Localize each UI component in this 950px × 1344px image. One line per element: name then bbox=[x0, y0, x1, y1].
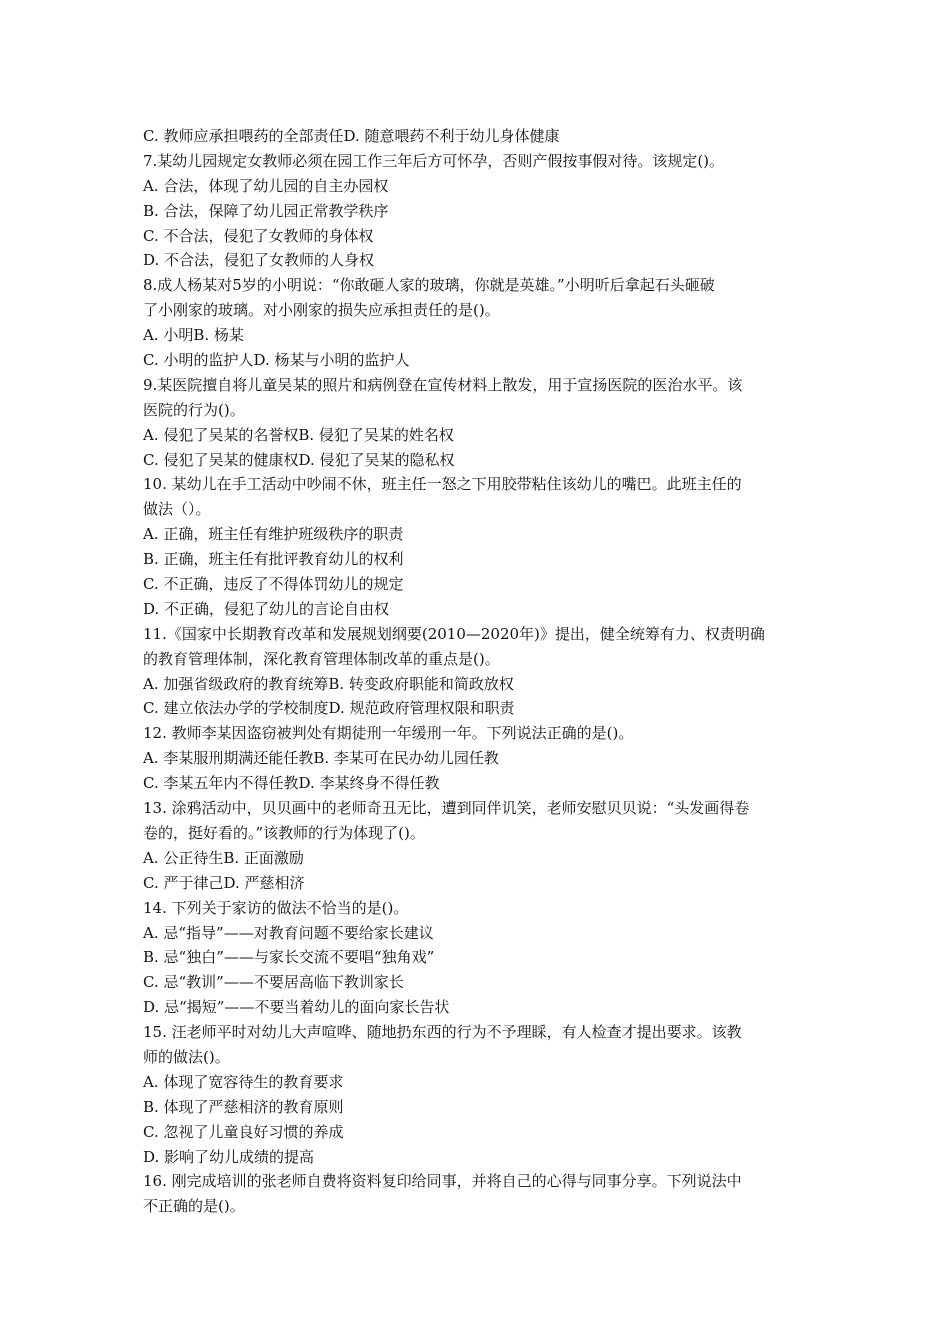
answer-option: C. 小明的监护人D. 杨某与小明的监护人 bbox=[143, 351, 410, 370]
question-stem: 不正确的是()。 bbox=[143, 1197, 245, 1216]
question-stem: 9.某医院擅自将儿童吴某的照片和病例登在宣传材料上散发，用于宣扬医院的医治水平。该 bbox=[143, 375, 743, 394]
answer-option: C. 建立依法办学的学校制度D. 规范政府管理权限和职责 bbox=[143, 699, 515, 718]
question-stem: 的教育管理体制，深化教育管理体制改革的重点是()。 bbox=[143, 649, 500, 668]
question-stem: 14. 下列关于家访的做法不恰当的是()。 bbox=[143, 898, 409, 917]
answer-option: C. 不正确，违反了不得体罚幼儿的规定 bbox=[143, 575, 404, 594]
answer-option: B. 体现了严慈相济的教育原则 bbox=[143, 1097, 344, 1116]
text-line: C. 教师应承担喂药的全部责任D. 随意喂药不利于幼儿身体健康 bbox=[143, 127, 560, 145]
answer-option: A. 加强省级政府的教育统筹B. 转变政府职能和简政放权 bbox=[143, 674, 514, 693]
answer-option: C. 不合法，侵犯了女教师的身体权 bbox=[143, 226, 374, 245]
answer-option: C. 忌“教训”——不要居高临下教训家长 bbox=[143, 973, 404, 992]
question-stem: 12. 教师李某因盗窃被判处有期徒刑一年缓刑一年。下列说法正确的是()。 bbox=[143, 724, 634, 743]
answer-option: A. 正确，班主任有维护班级秩序的职责 bbox=[143, 525, 404, 544]
question-stem: 10. 某幼儿在手工活动中吵闹不休，班主任一怒之下用胶带粘住该幼儿的嘴巴。此班主任的 bbox=[143, 475, 742, 494]
answer-option: A. 公正待生B. 正面激励 bbox=[143, 848, 304, 867]
answer-option: B. 忌“独白”——与家长交流不要唱“独角戏” bbox=[143, 948, 435, 967]
answer-option: C. 忽视了儿童良好习惯的养成 bbox=[143, 1122, 344, 1141]
question-stem: 15. 汪老师平时对幼儿大声喧哗、随地扔东西的行为不予理睬，有人检查才提出要求。该教 bbox=[143, 1023, 742, 1042]
question-stem: 11.《国家中长期教育改革和发展规划纲要(2010—2020年)》提出，健全统筹有力、权责明确 bbox=[143, 624, 765, 643]
question-stem: 8.成人杨某对5岁的小明说：“你敢砸人家的玻璃，你就是英雄。”小明听后拿起石头砸破 bbox=[143, 276, 715, 295]
answer-option: A. 小明B. 杨某 bbox=[143, 326, 244, 345]
answer-option: A. 合法，体现了幼儿园的自主办园权 bbox=[143, 176, 389, 195]
answer-option: B. 正确，班主任有批评教育幼儿的权利 bbox=[143, 550, 404, 569]
question-stem: 13. 涂鸦活动中，贝贝画中的老师奇丑无比，遭到同伴讥笑，老师安慰贝贝说：“头发画得卷 bbox=[143, 799, 750, 818]
answer-option: C. 李某五年内不得任教D. 李某终身不得任教 bbox=[143, 774, 440, 793]
question-stem: 师的做法()。 bbox=[143, 1047, 230, 1066]
answer-option: B. 合法，保障了幼儿园正常教学秩序 bbox=[143, 201, 389, 220]
document-body bbox=[143, 124, 813, 1219]
answer-option: A. 侵犯了吴某的名誉权B. 侵犯了吴某的姓名权 bbox=[143, 425, 454, 444]
answer-option: A. 李某服刑期满还能任教B. 李某可在民办幼儿园任教 bbox=[143, 749, 499, 768]
answer-option: A. 忌“指导”——对教育问题不要给家长建议 bbox=[143, 923, 434, 942]
answer-option: D. 不正确，侵犯了幼儿的言论自由权 bbox=[143, 599, 390, 618]
answer-option: D. 不合法，侵犯了女教师的人身权 bbox=[143, 251, 375, 270]
answer-option: A. 体现了宽容待生的教育要求 bbox=[143, 1072, 344, 1091]
question-stem: 卷的，挺好看的。”该教师的行为体现了()。 bbox=[143, 823, 425, 842]
answer-option: D. 忌“揭短”——不要当着幼儿的面向家长告状 bbox=[143, 998, 450, 1017]
question-stem: 7.某幼儿园规定女教师必须在园工作三年后方可怀孕，否则产假按事假对待。该规定()。 bbox=[143, 151, 725, 170]
question-stem: 16. 刚完成培训的张老师自费将资料复印给同事，并将自己的心得与同事分享。下列说法中 bbox=[143, 1172, 742, 1191]
answer-option: C. 严于律己D. 严慈相济 bbox=[143, 873, 305, 892]
question-stem: 了小刚家的玻璃。对小刚家的损失应承担责任的是()。 bbox=[143, 301, 500, 320]
answer-option: C. 侵犯了吴某的健康权D. 侵犯了吴某的隐私权 bbox=[143, 450, 455, 469]
answer-option: D. 影响了幼儿成绩的提高 bbox=[143, 1147, 315, 1166]
question-stem: 医院的行为()。 bbox=[143, 400, 245, 419]
question-stem: 做法（）。 bbox=[143, 500, 211, 519]
